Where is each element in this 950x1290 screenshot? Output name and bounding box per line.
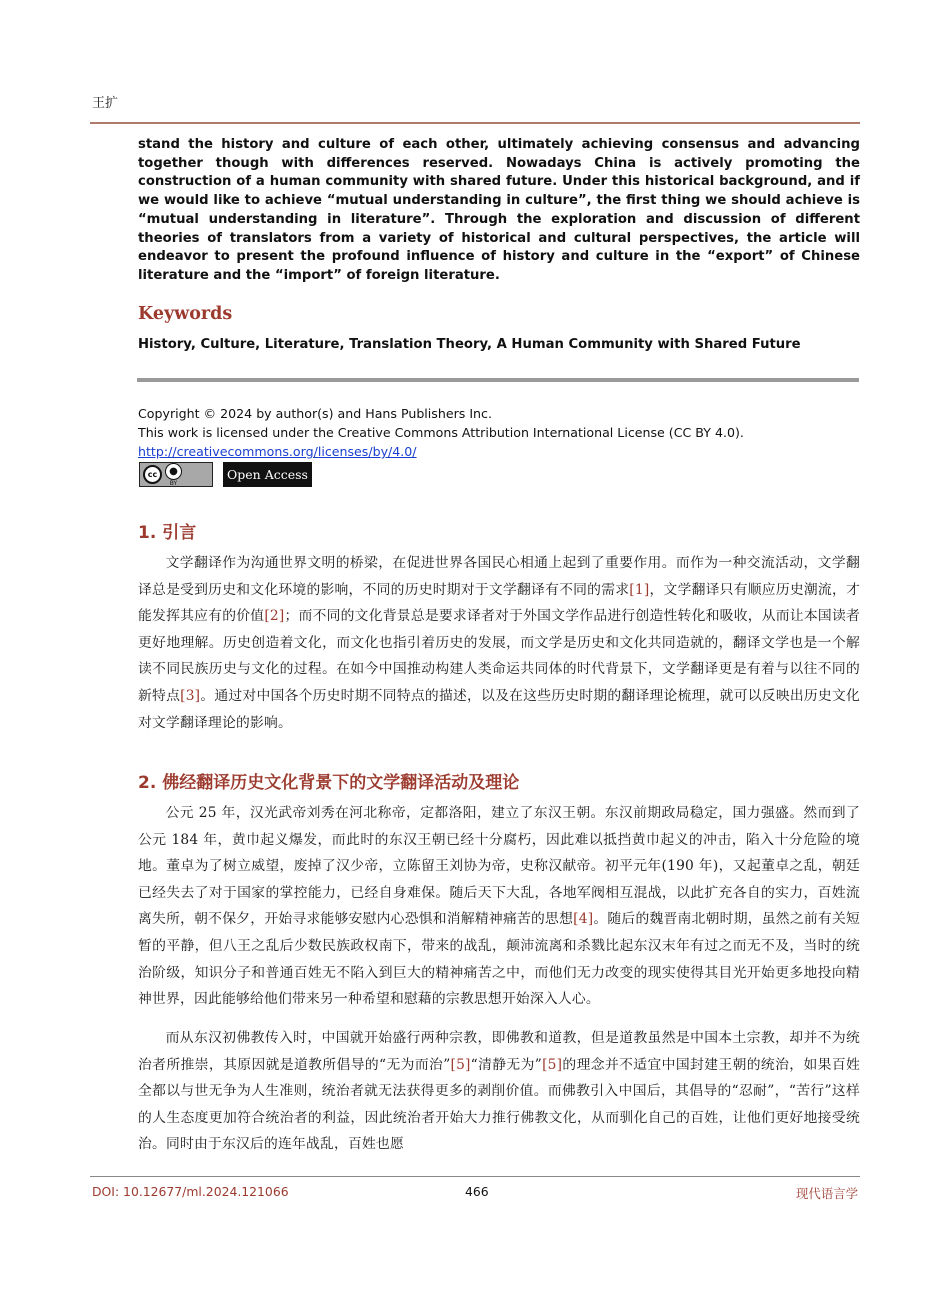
journal-name: 现代语言学 — [796, 1186, 858, 1201]
footer-divider — [90, 1176, 860, 1177]
person-icon: ● — [165, 463, 182, 480]
text-run: “清静无为” — [470, 1056, 543, 1073]
license-link[interactable]: http://creativecommons.org/licenses/by/4.0/ — [138, 444, 417, 459]
citation-link[interactable]: [1] — [629, 581, 650, 598]
text-run: 。通过对中国各个历史时期不同特点的描述，以及在这些历史时期的翻译理论梳理，就可以反映出历史文化对文学翻译理论的影响。 — [138, 687, 860, 731]
license-badges — [139, 462, 312, 487]
text-run: 。随后的魏晋南北朝时期，虽然之前有关短暂的平静，但八王之乱后少数民族政权南下，带来的战乱，颠沛流离和杀戮比起东汉末年有过之而无不及，当时的统治阶级，知识分子和普通百姓无不陷入到巨大的精神痛苦之中，而他们无力改变的现实使得其目光开始更多地投向精神世界，因此能够给他们带来另一种希望和慰藉的宗教思想开始深入人心。 — [138, 911, 860, 1008]
header-divider — [90, 122, 860, 124]
cc-by-badge[interactable] — [139, 462, 213, 487]
citation-link[interactable]: [4] — [573, 911, 594, 928]
abstract-continuation: stand the history and culture of each other, ultimately achieving consensus and advancing together though with differences reserved. Nowadays China is actively promoting the construction of a human community with shared future. Under this historical background, and if we would like to achieve “mutual understanding in culture”, the first thing we should achieve is “mutual understanding in literature”. Through the exploration and discussion of different theories of translators from a variety of historical and cultural perspectives, the article will endeavor to present the profound influence of history and culture in the “export” of Chinese literature and the “import” of foreign literature. — [138, 137, 860, 283]
license-line: This work is licensed under the Creative Commons Attribution International License (CC BY 4.0). — [138, 425, 744, 440]
text-run: ；而不同的文化背景总是要求译者对于外国文学作品进行创造性转化和吸收，从而让本国读者更好地理解。历史创造着文化，而文化也指引着历史的发展，而文学是历史和文化共同造就的，翻译文学也是一个解读不同民族历史与文化的过程。在如今中国推动构建人类命运共同体的时代背景下，文学翻译更是有着与以往不同的新特点 — [138, 608, 860, 704]
citation-link[interactable]: [2] — [264, 608, 285, 625]
by-label: BY — [169, 479, 178, 487]
open-access-badge[interactable]: Open Access — [223, 462, 312, 487]
section-1-paragraph — [138, 550, 860, 736]
text-run: 文学翻译作为沟通世界文明的桥梁，在促进世界各国民心相通上起到了重要作用。而作为一种交流活动，文学翻译总是受到历史和文化环境的影响，不同的历史时期对于文学翻译有不同的需求 — [138, 555, 860, 598]
citation-link[interactable]: [5] — [450, 1056, 471, 1073]
citation-link[interactable]: [5] — [542, 1056, 563, 1073]
section-divider — [137, 378, 859, 382]
section-2-paragraph-1 — [138, 800, 860, 1013]
keywords-list: History, Culture, Literature, Translation Theory, A Human Community with Shared Future — [138, 337, 801, 352]
text-run: 的理念并不适宜中国封建王朝的统治，如果百姓全都以与世无争为人生准则，统治者就无法获得更多的剥削价值。而佛教引入中国后，其倡导的“忍耐”，“苦行”这样的人生态度更加符合统治者的利益，因此统治者开始大力推行佛教文化，从而驯化自己的百姓，让他们更好地接受统治。同时由于东汉后的连年战乱，百姓也愿 — [138, 1056, 861, 1153]
running-header-author: 王扩 — [92, 96, 119, 111]
section-2-paragraph-2 — [138, 1025, 860, 1158]
cc-icon: cc — [143, 465, 162, 484]
copyright-line: Copyright © 2024 by author(s) and Hans Publishers Inc. — [138, 406, 492, 421]
text-run: 而从东汉初佛教传入时，中国就开始盛行两种宗教，即佛教和道教，但是道教虽然是中国本土宗教，却并不为统治者所推崇，其原因就是道教所倡导的“无为而治” — [138, 1030, 860, 1073]
section-1-title: 1. 引言 — [138, 523, 197, 543]
citation-link[interactable]: [3] — [180, 687, 201, 704]
page-number: 466 — [465, 1184, 489, 1199]
keywords-heading: Keywords — [138, 304, 233, 324]
footer-doi[interactable]: DOI: 10.12677/ml.2024.121066 — [92, 1184, 289, 1199]
copyright-block — [138, 404, 744, 461]
by-icon — [165, 463, 182, 487]
text-run: 公元 25 年，汉光武帝刘秀在河北称帝，定都洛阳，建立了东汉王朝。东汉前期政局稳定，国力强盛。然而到了公元 184 年，黄巾起义爆发，而此时的东汉王朝已经十分腐朽，因此难以抵挡黄巾起义的冲击，陷入十分危险的境地。董卓为了树立威望，废掉了汉少帝，立陈留王刘协为帝，史称汉献帝。初平元年(190 年)，又起董卓之乱，朝廷已经失去了对于国家的掌控能力，已经自身难保。随后天下大乱，各地军阀相互混战，以此扩充各自的实力，百姓流离失所，朝不保夕，开始寻求能够安慰内心恐惧和消解精神痛苦的思想 — [138, 805, 860, 928]
section-2-title: 2. 佛经翻译历史文化背景下的文学翻译活动及理论 — [138, 773, 520, 793]
text-run: ，文学翻译只有顺应历史潮流，才能发挥其应有的价值 — [138, 581, 861, 625]
